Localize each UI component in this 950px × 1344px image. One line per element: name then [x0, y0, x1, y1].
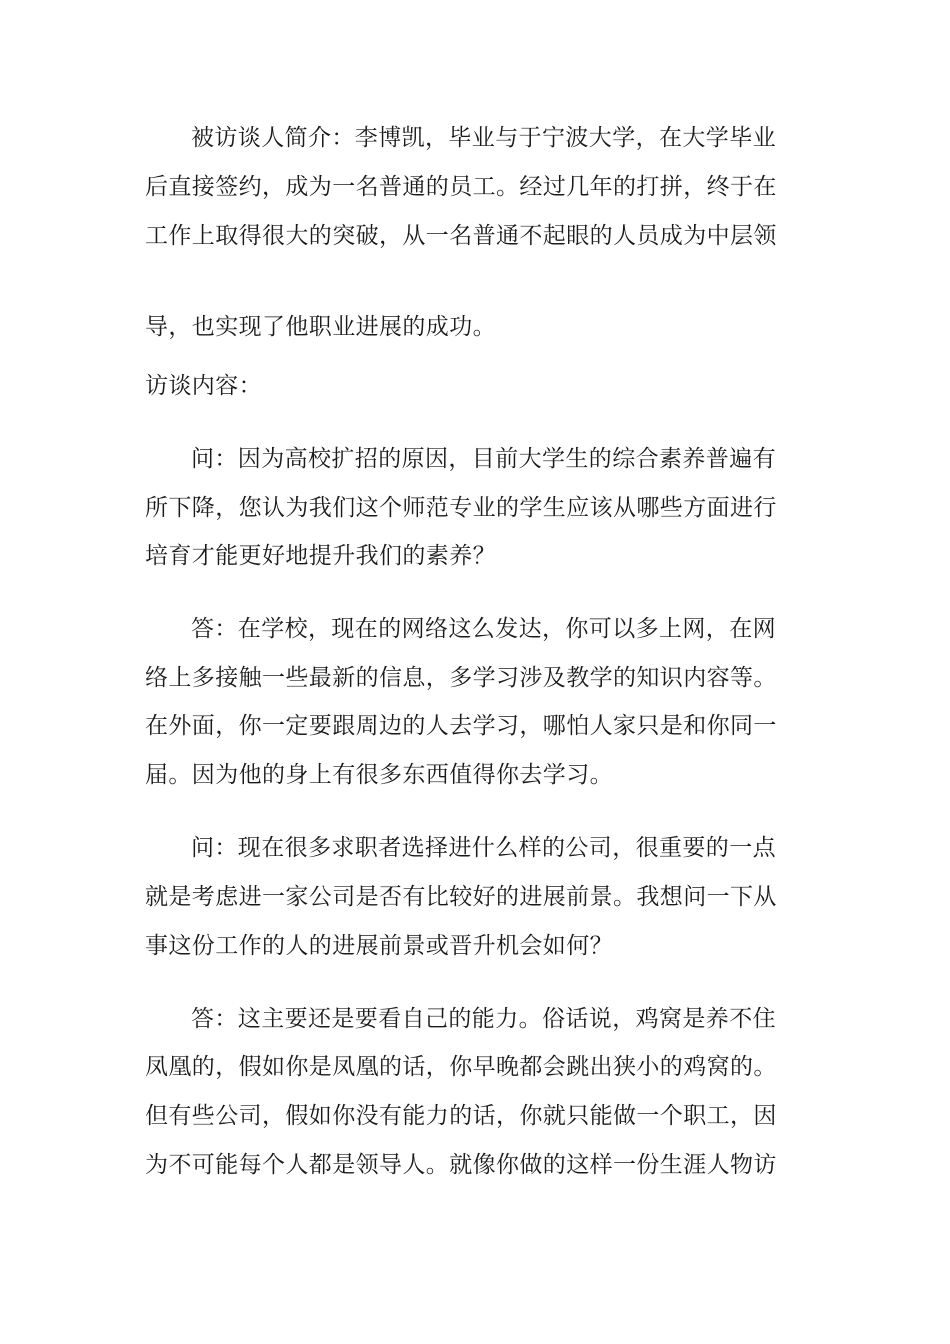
section-heading: 访谈内容： [145, 373, 262, 399]
answer-1-line-2: 络上多接触一些最新的信息，多学习涉及教学的知识内容等。 [145, 665, 777, 691]
intro-line-2: 后直接签约，成为一名普通的员工。经过几年的打拼，终于在 [145, 174, 777, 200]
question-1-line-3: 培育才能更好地提升我们的素养？ [145, 543, 496, 569]
answer-2-line-3: 但有些公司，假如你没有能力的话，你就只能做一个职工，因 [145, 1103, 777, 1129]
question-2-line-3: 事这份工作的人的进展前景或晋升机会如何？ [145, 933, 613, 959]
answer-2-line-1: 答：这主要还是要看自己的能力。俗话说，鸡窝是养不住 [191, 1006, 776, 1032]
question-1-line-1: 问：因为高校扩招的原因，目前大学生的综合素养普遍有 [191, 446, 776, 472]
intro-line-1: 被访谈人简介：李博凯，毕业与于宁波大学，在大学毕业 [191, 125, 776, 151]
answer-1-line-1: 答：在学校，现在的网络这么发达，你可以多上网，在网 [191, 616, 776, 642]
intro-line-4: 导，也实现了他职业进展的成功。 [145, 314, 496, 340]
question-1-line-2: 所下降，您认为我们这个师范专业的学生应该从哪些方面进行 [145, 495, 777, 521]
answer-2-line-2: 凤凰的，假如你是凤凰的话，你早晚都会跳出狭小的鸡窝的。 [145, 1054, 777, 1080]
answer-1-line-4: 届。因为他的身上有很多东西值得你去学习。 [145, 762, 613, 788]
question-2-line-2: 就是考虑进一家公司是否有比较好的进展前景。我想问一下从 [145, 884, 777, 910]
intro-line-3: 工作上取得很大的突破，从一名普通不起眼的人员成为中层领 [145, 223, 777, 249]
answer-1-line-3: 在外面，你一定要跟周边的人去学习，哪怕人家只是和你同一 [145, 713, 777, 739]
question-2-line-1: 问：现在很多求职者选择进什么样的公司，很重要的一点 [191, 835, 776, 861]
answer-2-line-4: 为不可能每个人都是领导人。就像你做的这样一份生涯人物访 [145, 1152, 777, 1178]
